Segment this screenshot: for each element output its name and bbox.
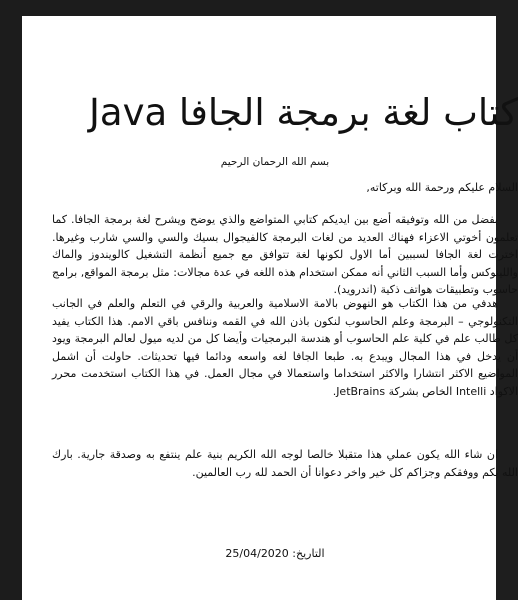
- document-title: كتاب لغة برمجة الجافا Java: [89, 91, 518, 134]
- greeting-line: السلام عليكم ورحمة الله وبركاته,: [366, 181, 518, 194]
- paragraph-goal: هدفي من هذا الكتاب هو النهوض بالامة الاسلامية والعربية والرقي في التعلم والعلم في الجانب التكنولوجي – البرمجة وعلم الحاسوب لنكون باذن الله في القمه وننافس باقي الامم. هذا الكتاب يفيد كل طالب علم في كلية علم الحاسوب أو هندسة البرمجيات وأيضا كل من لديه ميول لعالم البرمجة ويود أن يدخل في هذا المجال ويبدع به. طبعا الجافا لغه واسعه ودائما فيها تحديثات. حاولت أن اشمل المواضيع الاكثر انتشارا والاكثر استخداما واستعمالا في مجال العمل. في هذا الكتاب استخدمت محرر الاكواد Intelli الخاص بشركة JetBrains.: [52, 297, 518, 398]
- document-date: التاريخ: 25/04/2020: [225, 547, 325, 560]
- paragraph-closing: ان شاء الله يكون عملي هذا متقبلا خالصا لوجه الله الكريم بنية علم ينتفع به وصدقة جارية. بارك الله بكم ووفقكم وجزاكم كل خير واخر دعوانا أن الحمد لله رب العالمين.: [52, 448, 518, 479]
- document-page: [22, 16, 518, 600]
- paragraph-intro: بفضل من الله وتوفيقه أضع بين ايديكم كتابي المتواضع والذي يوضح ويشرح لغة برمجة الجافا. كما تعلمون أخوتي الاعزاء فهناك العديد من لغات البرمجة كالفيجوال بسيك والسي والسي شارب وغيرها. اخترت لغة الجافا لسببين أما الاول لكونها لغة تتوافق مع جميع أنظمة التشغيل كالويندوز والماك واللينوكس وأما السبب الثاني أنه ممكن استخدام هذه اللغه في عدة مجالات: مثل برمجة المواقع, برامج حاسوب وتطبيقات هواتف ذكية (اندرويد).: [52, 213, 518, 296]
- page-content: [38, 16, 518, 600]
- viewer-left-margin: [0, 0, 22, 600]
- basmala-line: بسم الله الرحمان الرحيم: [220, 156, 330, 168]
- viewer-top-bar: [0, 0, 480, 16]
